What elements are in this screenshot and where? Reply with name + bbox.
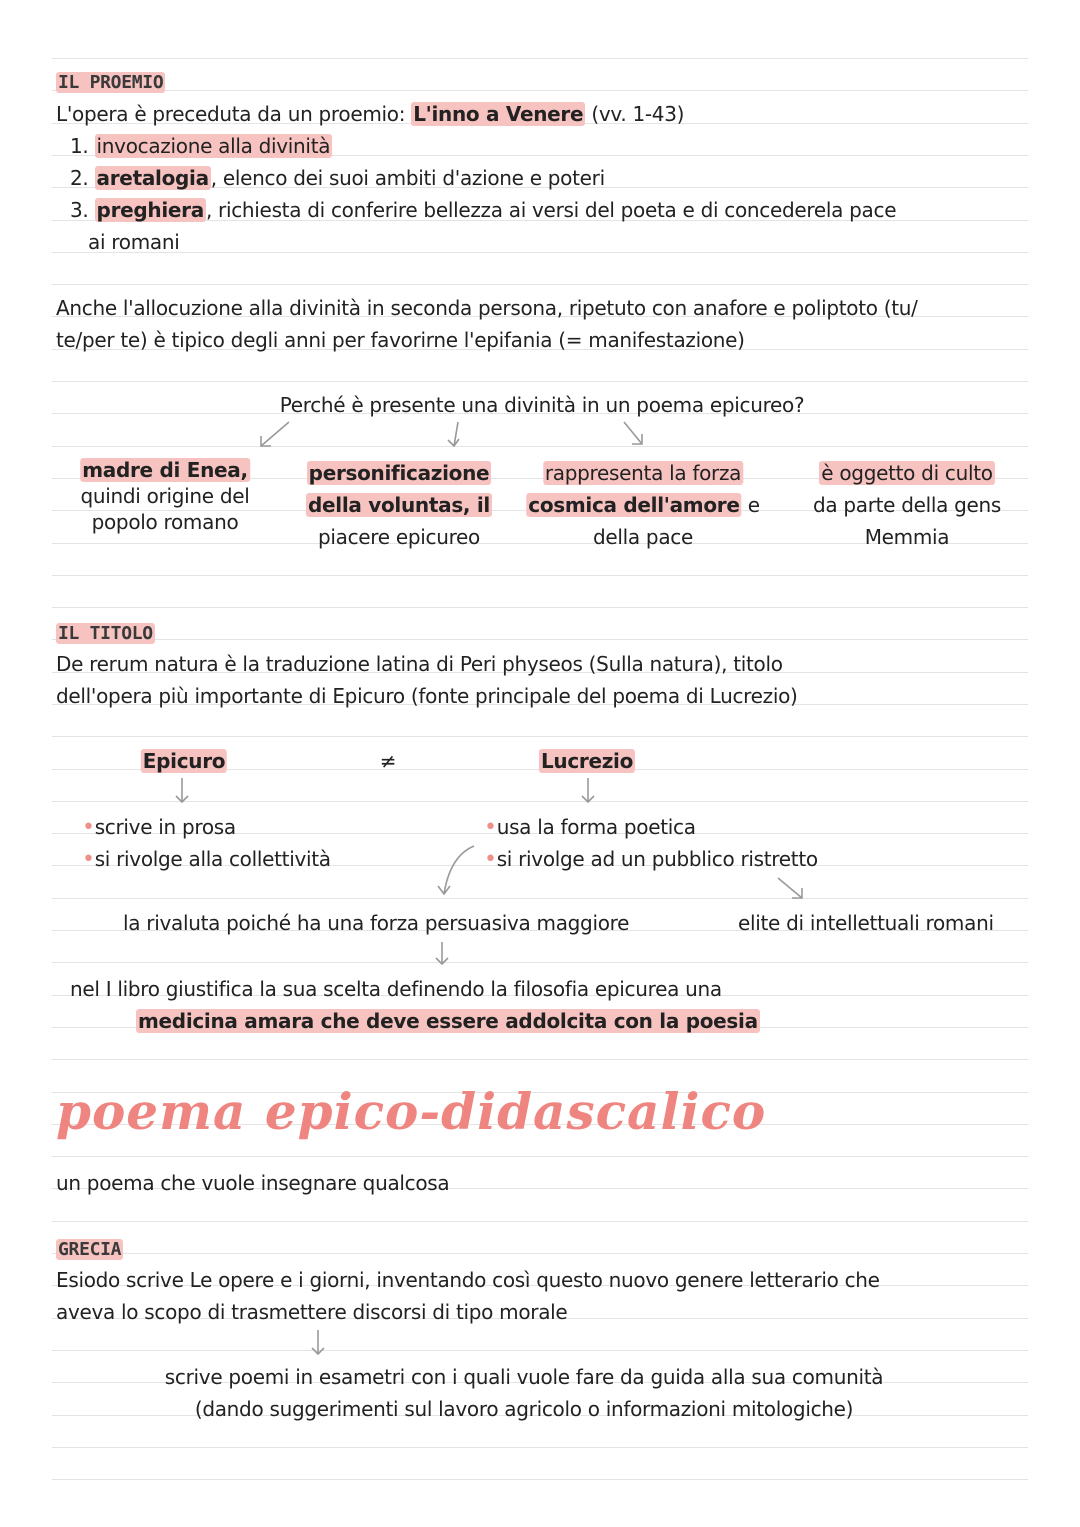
libro-line2: medicina amara che deve essere addolcita con la poesia: [138, 1009, 758, 1033]
elite-text: elite di intellettuali romani: [738, 911, 994, 935]
proemio-intro: L'opera è preceduta da un proemio: L'inno a Venere (vv. 1-43): [56, 102, 685, 126]
ruled-line: [52, 1059, 1028, 1060]
list-item: 3. preghiera , richiesta di conferire bellezza ai versi del poeta e di concederela pace: [70, 198, 897, 222]
ruled-line: [52, 381, 1028, 382]
ruled-line: [52, 58, 1028, 59]
poemi-line2: (dando suggerimenti sul lavoro agricolo o informazioni mitologiche): [194, 1397, 854, 1421]
ruled-line: [52, 1221, 1028, 1222]
arrow-icon: [774, 874, 808, 904]
lucrezio-bullet: •si rivolge ad un pubblico ristretto: [484, 847, 818, 872]
ruled-line: [52, 1253, 1028, 1254]
reason-col-3: rappresenta la forza cosmica dell'amore e della pace: [528, 461, 760, 549]
ruled-line: [52, 284, 1028, 285]
poema-definition: un poema che vuole insegnare qualcosa: [56, 1171, 450, 1195]
ruled-line: [52, 1156, 1028, 1157]
arrow-icon: [172, 776, 192, 806]
list-item: 2. aretalogia , elenco dei suoi ambiti d'azione e poteri: [70, 166, 605, 190]
arrow-icon: [618, 418, 658, 452]
ruled-line: [52, 1350, 1028, 1351]
reason-col-2: personificazione della voluntas, il piacere epicureo: [308, 461, 490, 549]
arrow-icon: [255, 418, 295, 452]
section-title-poema: poema epico-didascalico: [56, 1082, 767, 1141]
ruled-line: [52, 962, 1028, 963]
ruled-line: [52, 898, 1028, 899]
arrow-icon: [432, 940, 452, 968]
epicuro-label: Epicuro: [142, 749, 226, 773]
arrow-icon: [440, 418, 470, 452]
lucrezio-bullet: •usa la forma poetica: [484, 815, 696, 840]
ruled-line: [52, 90, 1028, 91]
ruled-line: [52, 736, 1028, 737]
not-equal-sign: ≠: [379, 749, 397, 773]
esiodo-line1: Esiodo scrive Le opere e i giorni, inventando così questo nuovo genere letterario che: [56, 1268, 880, 1292]
poemi-line1: scrive poemi in esametri con i quali vuole fare da guida alla sua comunità: [164, 1365, 884, 1389]
rivaluta-text: la rivaluta poiché ha una forza persuasiva maggiore: [123, 911, 630, 935]
allocuzione-paragraph-line1: Anche l'allocuzione alla divinità in seconda persona, ripetuto con anafore e poliptoto (tu/: [56, 296, 918, 320]
esiodo-line2: aveva lo scopo di trasmettere discorsi di tipo morale: [56, 1300, 568, 1324]
ruled-line: [52, 801, 1028, 802]
list-item: 1. invocazione alla divinità: [70, 134, 331, 158]
titolo-line2: dell'opera più importante di Epicuro (fonte principale del poema di Lucrezio): [56, 684, 798, 708]
ruled-line: [52, 575, 1028, 576]
section-heading-proemio: IL PROEMIO: [58, 72, 164, 93]
list-item-continuation: ai romani: [88, 230, 180, 254]
libro-line1: nel I libro giustifica la sua scelta definendo la filosofia epicurea una: [70, 977, 722, 1001]
ruled-line: [52, 1479, 1028, 1480]
section-heading-titolo: IL TITOLO: [58, 623, 153, 644]
titolo-line1: De rerum natura è la traduzione latina di Peri physeos (Sulla natura), titolo: [56, 652, 783, 676]
reason-col-4: è oggetto di culto da parte della gens Memmia: [812, 461, 1002, 549]
question: Perché è presente una divinità in un poema epicureo?: [279, 393, 805, 417]
arrow-icon: [308, 1328, 328, 1358]
lucrezio-label: Lucrezio: [540, 749, 634, 773]
allocuzione-paragraph-line2: te/per te) è tipico degli anni per favorirne l'epifania (= manifestazione): [56, 328, 745, 352]
epicuro-bullet: •si rivolge alla collettività: [82, 847, 331, 872]
ruled-line: [52, 252, 1028, 253]
arrow-icon: [578, 776, 598, 806]
ruled-line: [52, 639, 1028, 640]
section-heading-grecia: GRECIA: [58, 1239, 122, 1260]
arrow-icon: [430, 842, 480, 902]
reason-col-1: madre di Enea, quindi origine del popolo romano: [80, 458, 250, 534]
ruled-line: [52, 446, 1028, 447]
ruled-line: [52, 607, 1028, 608]
ruled-line: [52, 1447, 1028, 1448]
epicuro-bullet: •scrive in prosa: [82, 815, 236, 840]
